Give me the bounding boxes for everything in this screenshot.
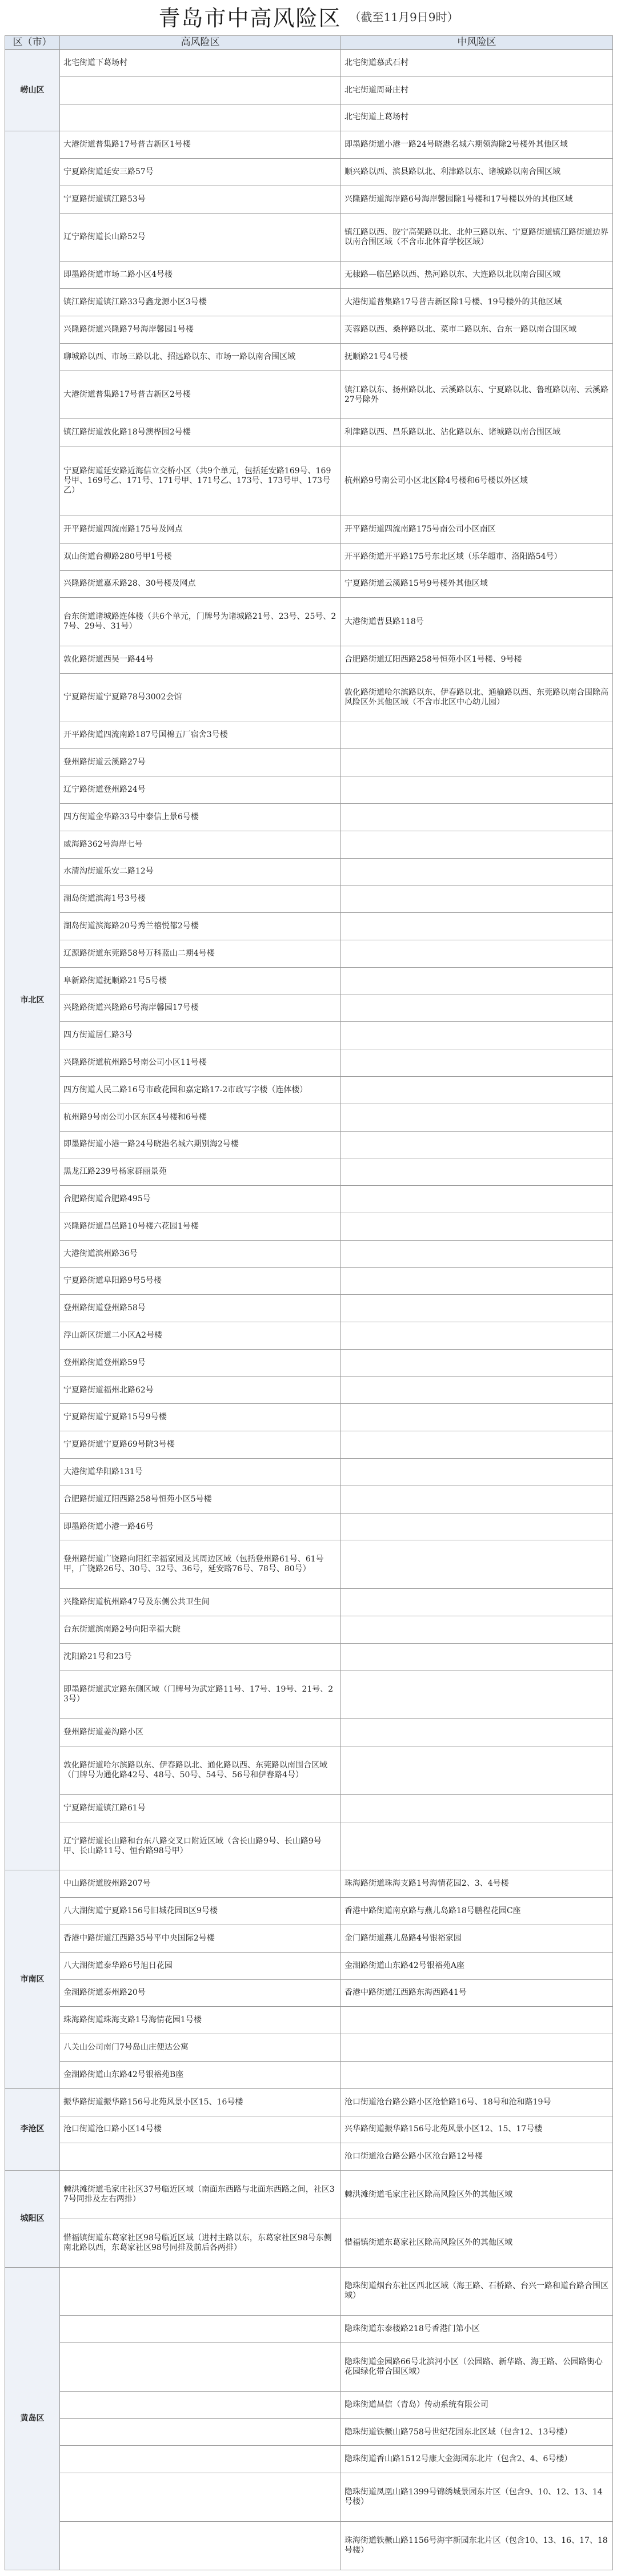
high-risk-area: 香港中路街道江西路35号平中央国际2号楼	[60, 1925, 341, 1952]
mid-risk-area: 隐珠街道铁橛山路758号世纪花园东北区域（包含12、13号楼）	[341, 2418, 613, 2446]
high-risk-area: 辽宁路街道登州路24号	[60, 776, 341, 804]
high-risk-area: 合肥路街道合肥路495号	[60, 1186, 341, 1213]
mid-risk-area: 无棣路—临邑路以西、热河路以东、大连路以北以南合围区域	[341, 261, 613, 289]
table-body	[5, 50, 613, 2570]
mid-risk-area: 兴华路街道振华路156号北苑风景小区12、15、17号楼	[341, 2116, 613, 2143]
high-risk-area: 金湖路街道山东路42号银裕苑B座	[60, 2061, 341, 2088]
high-risk-area: 宁夏路街道宁夏路15号9号楼	[60, 1404, 341, 1431]
table-row	[5, 1822, 613, 1870]
high-risk-area	[60, 2343, 341, 2392]
table-row	[5, 50, 613, 77]
mid-risk-area: 开平路街道开平路175号东北区域（乐华超市、洛阳路54号）	[341, 543, 613, 570]
mid-risk-area: 北宅街道上葛场村	[341, 104, 613, 131]
table-row	[5, 1513, 613, 1540]
table-row	[5, 1979, 613, 2007]
table-row	[5, 570, 613, 598]
table-row	[5, 419, 613, 446]
high-risk-area: 兴隆路街道杭州路47号及东侧公共卫生间	[60, 1589, 341, 1616]
mid-risk-area	[341, 1746, 613, 1795]
table-row	[5, 2343, 613, 2392]
high-risk-area: 沈阳路21号和23号	[60, 1643, 341, 1671]
table-row	[5, 722, 613, 749]
high-risk-area: 兴隆路街道嘉禾路28、30号楼及网点	[60, 570, 341, 598]
mid-risk-area: 顺兴路以西、滨县路以北、利津路以东、诸城路以南合围区域	[341, 159, 613, 186]
mid-risk-area	[341, 1486, 613, 1513]
table-row	[5, 1719, 613, 1746]
district-name: 崂山区	[5, 50, 60, 131]
table-row	[5, 2473, 613, 2522]
high-risk-area: 八大湖街道宁夏路156号旧城花园B区9号楼	[60, 1898, 341, 1925]
table-row	[5, 213, 613, 261]
table-row	[5, 1431, 613, 1459]
table-row	[5, 1898, 613, 1925]
high-risk-area: 大港街道普集路17号普吉新区1号楼	[60, 131, 341, 159]
mid-risk-area	[341, 1459, 613, 1486]
table-row	[5, 1104, 613, 1131]
table-row	[5, 343, 613, 371]
high-risk-area: 杭州路9号南公司小区东区4号楼和6号楼	[60, 1104, 341, 1131]
mid-risk-area	[341, 1513, 613, 1540]
table-row	[5, 2522, 613, 2570]
table-row	[5, 1158, 613, 1186]
mid-risk-area: 沧口街道沧台路公路小区沧台路12号楼	[341, 2143, 613, 2171]
mid-risk-area: 镇江路以东、扬州路以北、云溪路以东、宁夏路以北、鲁班路以南、云溪路27号除外	[341, 371, 613, 419]
table-row	[5, 159, 613, 186]
high-risk-area: 金湖路街道泰州路20号	[60, 1979, 341, 2007]
table-header-row	[5, 36, 613, 50]
mid-risk-area: 隐珠街道金园路66号北滨河小区（公园路、新华路、海王路、公园路街心花园绿化带合围区域）	[341, 2343, 613, 2392]
mid-risk-area	[341, 749, 613, 776]
table-row	[5, 1925, 613, 1952]
mid-risk-area	[341, 776, 613, 804]
high-risk-area	[60, 77, 341, 104]
mid-risk-area: 芙蓉路以西、桑梓路以北、菜市二路以东、台东一路以南合围区域	[341, 316, 613, 344]
table-row	[5, 1746, 613, 1795]
high-risk-area: 辽源路街道东莞路58号万科蓝山二期4号楼	[60, 940, 341, 967]
mid-risk-area	[341, 1186, 613, 1213]
table-row	[5, 673, 613, 722]
header-district: 区（市）	[5, 36, 60, 50]
high-risk-area: 登州路街道广饶路向阳红幸福家园及其周边区域（包括登州路61号、61号甲，广饶路26号、30号、32号、36号，延安路76号、78号、80号）	[60, 1540, 341, 1589]
table-row	[5, 1240, 613, 1267]
table-row	[5, 1671, 613, 1719]
high-risk-area: 镇江路街道镇江路33号鑫龙源小区3号楼	[60, 289, 341, 316]
high-risk-area: 宁夏路街道延安路近海信立交桥小区（共9个单元，包括延安路169号、169号甲、169号乙、171号、171号甲、171号乙、173号、173号甲、173号乙）	[60, 446, 341, 516]
table-row	[5, 516, 613, 543]
high-risk-area: 开平路街道四流南路175号及网点	[60, 516, 341, 543]
cutoff-note: （截至11月9日9时）	[349, 10, 459, 24]
table-row	[5, 1131, 613, 1158]
mid-risk-area	[341, 2007, 613, 2034]
mid-risk-area	[341, 803, 613, 831]
high-risk-area: 八关山公司南门7号岛山庄便达公寓	[60, 2034, 341, 2062]
mid-risk-area	[341, 995, 613, 1022]
mid-risk-area	[341, 1349, 613, 1376]
high-risk-area	[60, 2418, 341, 2446]
high-risk-area: 宁夏路街道阜阳路9号5号楼	[60, 1267, 341, 1295]
mid-risk-area	[341, 1213, 613, 1240]
mid-risk-area	[341, 1076, 613, 1104]
high-risk-area: 登州路街道登州路59号	[60, 1349, 341, 1376]
high-risk-area: 台东街道诸城路连体楼（共6个单元，门牌号为诸城路21号、23号、25号、27号、29号、31号）	[60, 598, 341, 646]
mid-risk-area: 开平路街道四流南路175号南公司小区南区	[341, 516, 613, 543]
table-row	[5, 2116, 613, 2143]
high-risk-area: 登州路街道登州路58号	[60, 1295, 341, 1322]
mid-risk-area	[341, 1643, 613, 1671]
table-row	[5, 261, 613, 289]
high-risk-area: 敦化路街道西吴一路44号	[60, 646, 341, 674]
high-risk-area: 大港街道华阳路131号	[60, 1459, 341, 1486]
table-row	[5, 289, 613, 316]
table-row	[5, 598, 613, 646]
high-risk-area	[60, 2143, 341, 2171]
high-risk-area: 四方街道人民二路16号市政花园和嘉定路17-2市政写字楼（连体楼）	[60, 1076, 341, 1104]
high-risk-area: 兴隆路街道兴隆路7号海岸馨园1号楼	[60, 316, 341, 344]
table-row	[5, 371, 613, 419]
mid-risk-area: 隐珠街道烟台东社区西北区域（海王路、石桥路、台兴一路和道台路合围区域）	[341, 2267, 613, 2316]
table-row	[5, 1049, 613, 1077]
table-row	[5, 1794, 613, 1822]
mid-risk-area: 兴隆路街道海岸路6号海岸馨园除1号楼和17号楼以外的其他区域	[341, 186, 613, 213]
mid-risk-area: 合肥路街道辽阳西路258号恒苑小区1号楼、9号楼	[341, 646, 613, 674]
mid-risk-area: 金门路街道燕儿岛路4号银裕家园	[341, 1925, 613, 1952]
risk-area-table	[5, 35, 613, 2570]
high-risk-area: 宁夏路街道镇江路61号	[60, 1794, 341, 1822]
high-risk-area: 大港街道滨州路36号	[60, 1240, 341, 1267]
high-risk-area: 宁夏路街道福州北路62号	[60, 1376, 341, 1404]
table-row	[5, 2007, 613, 2034]
high-risk-area: 聊城路以西、市场三路以北、招远路以东、市场一路以南合围区域	[60, 343, 341, 371]
high-risk-area	[60, 2316, 341, 2343]
table-row	[5, 1213, 613, 1240]
table-row	[5, 803, 613, 831]
table-row	[5, 2034, 613, 2062]
high-risk-area: 即墨路街道小港一路46号	[60, 1513, 341, 1540]
mid-risk-area	[341, 1671, 613, 1719]
district-name: 市南区	[5, 1870, 60, 2088]
table-row	[5, 2316, 613, 2343]
table-row	[5, 77, 613, 104]
mid-risk-area	[341, 1295, 613, 1322]
table-row	[5, 1076, 613, 1104]
high-risk-area: 台东街道滨南路2号向阳幸福大院	[60, 1616, 341, 1644]
table-row	[5, 967, 613, 995]
high-risk-area: 兴隆路街道杭州路5号南公司小区11号楼	[60, 1049, 341, 1077]
table-row	[5, 1322, 613, 1350]
high-risk-area: 八大湖街道泰华路6号旭日花园	[60, 1952, 341, 1979]
mid-risk-area: 隐珠街道凤凰山路1399号锦绣城景园东片区（包含9、10、12、13、14号楼）	[341, 2473, 613, 2522]
high-risk-area: 宁夏路街道镇江路53号	[60, 186, 341, 213]
high-risk-area: 珠海路街道珠海支路1号海情花园1号楼	[60, 2007, 341, 2034]
table-row	[5, 1295, 613, 1322]
table-row	[5, 1870, 613, 1898]
mid-risk-area	[341, 1540, 613, 1589]
high-risk-area: 开平路街道四流南路187号国棉五厂宿舍3号楼	[60, 722, 341, 749]
high-risk-area: 水清沟街道乐安二路12号	[60, 858, 341, 886]
district-name: 市北区	[5, 131, 60, 1870]
mid-risk-area	[341, 1376, 613, 1404]
table-row	[5, 831, 613, 858]
mid-risk-area	[341, 886, 613, 913]
high-risk-area: 敦化路街道哈尔滨路以东、伊春路以北、通化路以西、东莞路以南围合区域（门牌号为通化路42号、48号、50号、54号、56号和伊春路4号）	[60, 1746, 341, 1795]
high-risk-area: 北宅街道下葛场村	[60, 50, 341, 77]
mid-risk-area	[341, 1104, 613, 1131]
high-risk-area	[60, 2267, 341, 2316]
mid-risk-area	[341, 1131, 613, 1158]
table-row	[5, 2391, 613, 2418]
district-name: 城阳区	[5, 2171, 60, 2267]
table-row	[5, 1267, 613, 1295]
high-risk-area: 中山路街道胶州路207号	[60, 1870, 341, 1898]
high-risk-area	[60, 104, 341, 131]
mid-risk-area	[341, 1267, 613, 1295]
table-row	[5, 1022, 613, 1049]
table-row	[5, 749, 613, 776]
mid-risk-area	[341, 940, 613, 967]
table-row	[5, 2143, 613, 2171]
table-row	[5, 1643, 613, 1671]
mid-risk-area	[341, 1794, 613, 1822]
table-row	[5, 646, 613, 674]
table-row	[5, 1404, 613, 1431]
district-name: 黄岛区	[5, 2267, 60, 2570]
table-row	[5, 1186, 613, 1213]
high-risk-area: 兴隆路街道昌邑路10号楼六花园1号楼	[60, 1213, 341, 1240]
table-row	[5, 131, 613, 159]
mid-risk-area: 宁夏路街道云溪路15号9号楼外其他区域	[341, 570, 613, 598]
high-risk-area: 即墨路街道市场二路小区4号楼	[60, 261, 341, 289]
high-risk-area: 四方街道居仁路3号	[60, 1022, 341, 1049]
mid-risk-area: 大港街道普集路17号普吉新区除1号楼、19号楼外的其他区域	[341, 289, 613, 316]
mid-risk-area	[341, 1158, 613, 1186]
table-row	[5, 2418, 613, 2446]
table-row	[5, 1616, 613, 1644]
mid-risk-area	[341, 2034, 613, 2062]
high-risk-area: 棘洪滩街道毛家庄社区37号临近区域（南面东西路与北面东西路之间，社区37号同排及左右两排）	[60, 2171, 341, 2219]
table-row	[5, 913, 613, 940]
mid-risk-area: 珠海街道铁橛山路1156号海宇新园东北片区（包含10、13、16、17、18号楼）	[341, 2522, 613, 2570]
mid-risk-area	[341, 2061, 613, 2088]
header-high-risk: 高风险区	[60, 36, 341, 50]
high-risk-area: 辽宁路街道长山路和台东八路交叉口附近区域（含长山路9号、长山路9号甲、长山路11号、恒台路98号甲）	[60, 1822, 341, 1870]
mid-risk-area	[341, 1822, 613, 1870]
mid-risk-area	[341, 1049, 613, 1077]
high-risk-area: 浮山新区街道二小区A2号楼	[60, 1322, 341, 1350]
high-risk-area	[60, 2473, 341, 2522]
mid-risk-area	[341, 1322, 613, 1350]
mid-risk-area	[341, 913, 613, 940]
title-row	[0, 0, 617, 32]
table-row	[5, 886, 613, 913]
table-row	[5, 776, 613, 804]
mid-risk-area: 抚顺路21号4号楼	[341, 343, 613, 371]
high-risk-area: 即墨路街道武定路东侧区域（门牌号为武定路11号、17号、19号、21号、23号）	[60, 1671, 341, 1719]
high-risk-area: 即墨路街道小港一路24号晓港名城六期别海2号楼	[60, 1131, 341, 1158]
high-risk-area: 四方街道金华路33号中泰信上景6号楼	[60, 803, 341, 831]
high-risk-area: 湖岛街道滨海1号3号楼	[60, 886, 341, 913]
mid-risk-area	[341, 1431, 613, 1459]
table-row	[5, 543, 613, 570]
mid-risk-area: 珠海路街道珠海支路1号海情花园2、3、4号楼	[341, 1870, 613, 1898]
table-row	[5, 186, 613, 213]
mid-risk-area: 镇江路以西、胶宁高架路以北、北仲三路以东、宁夏路街道镇江路街道边界以南合围区域（不含市北体育学校区域）	[341, 213, 613, 261]
page-title: 青岛市中高风险区	[158, 5, 342, 31]
mid-risk-area: 北宅街道慕武石村	[341, 50, 613, 77]
mid-risk-area	[341, 1719, 613, 1746]
high-risk-area: 沧口街道沧口路小区14号楼	[60, 2116, 341, 2143]
table-row	[5, 858, 613, 886]
table-row	[5, 940, 613, 967]
mid-risk-area: 杭州路9号南公司小区北区除4号楼和6号楼以外区域	[341, 446, 613, 516]
mid-risk-area: 隐珠街道昌信（青岛）传动系统有限公司	[341, 2391, 613, 2418]
table-row	[5, 1349, 613, 1376]
table-row	[5, 446, 613, 516]
high-risk-area: 威海路362号海岸七号	[60, 831, 341, 858]
mid-risk-area: 即墨路街道小港一路24号晓港名城六期领海除2号楼外其他区域	[341, 131, 613, 159]
table-row	[5, 2088, 613, 2116]
high-risk-area	[60, 2522, 341, 2570]
high-risk-area: 阜新路街道抚顺路21号5号楼	[60, 967, 341, 995]
mid-risk-area: 棘洪滩街道毛家庄社区除高风险区外的其他区域	[341, 2171, 613, 2219]
table-row	[5, 2171, 613, 2219]
table-row	[5, 1589, 613, 1616]
mid-risk-area	[341, 831, 613, 858]
mid-risk-area	[341, 1022, 613, 1049]
table-row	[5, 1376, 613, 1404]
high-risk-area	[60, 2391, 341, 2418]
table-row	[5, 1459, 613, 1486]
high-risk-area: 湖岛街道滨海路20号秀兰禧悦都2号楼	[60, 913, 341, 940]
table-row	[5, 2219, 613, 2267]
high-risk-area: 登州路街道云溪路27号	[60, 749, 341, 776]
table-row	[5, 1540, 613, 1589]
mid-risk-area: 香港中路街道江西路东海西路41号	[341, 1979, 613, 2007]
high-risk-area: 惜福镇街道东葛家社区98号临近区域（进村主路以东，东葛家社区98号东侧南北路以西，东葛家社区98号同排及前后各两排）	[60, 2219, 341, 2267]
mid-risk-area: 大港街道曹县路118号	[341, 598, 613, 646]
mid-risk-area	[341, 1589, 613, 1616]
high-risk-area: 宁夏路街道宁夏路78号3002会馆	[60, 673, 341, 722]
high-risk-area: 兴隆路街道兴隆路6号海岸馨园17号楼	[60, 995, 341, 1022]
high-risk-area: 宁夏路街道宁夏路69号院3号楼	[60, 1431, 341, 1459]
table-row	[5, 104, 613, 131]
mid-risk-area	[341, 1404, 613, 1431]
header-mid-risk: 中风险区	[341, 36, 613, 50]
mid-risk-area: 隐珠街道东泰楼路218号香港门第小区	[341, 2316, 613, 2343]
high-risk-area: 大港街道普集路17号普吉新区2号楼	[60, 371, 341, 419]
mid-risk-area: 沧口街道沧台路公路小区沧恰路16号、18号和沧和路19号	[341, 2088, 613, 2116]
table-row	[5, 995, 613, 1022]
table-row	[5, 2446, 613, 2473]
high-risk-area: 辽宁路街道长山路52号	[60, 213, 341, 261]
high-risk-area: 宁夏路街道延安三路57号	[60, 159, 341, 186]
high-risk-area: 登州路街道姜沟路小区	[60, 1719, 341, 1746]
table-row	[5, 2267, 613, 2316]
mid-risk-area	[341, 967, 613, 995]
mid-risk-area: 利津路以西、昌乐路以北、沾化路以东、诸城路以南合围区域	[341, 419, 613, 446]
mid-risk-area	[341, 1616, 613, 1644]
table-row	[5, 316, 613, 344]
high-risk-area: 镇江路街道敦化路18号澳桦园2号楼	[60, 419, 341, 446]
table-row	[5, 2061, 613, 2088]
mid-risk-area	[341, 722, 613, 749]
mid-risk-area: 香港中路街道南京路与燕儿岛路18号鹏程花园C座	[341, 1898, 613, 1925]
mid-risk-area: 隐珠街道香山路1512号康大金海园东北片（包含2、4、6号楼）	[341, 2446, 613, 2473]
district-name: 李沧区	[5, 2088, 60, 2170]
table-row	[5, 1486, 613, 1513]
mid-risk-area: 惜福镇街道东葛家社区除高风险区外的其他区域	[341, 2219, 613, 2267]
high-risk-area: 合肥路街道辽阳西路258号恒苑小区5号楼	[60, 1486, 341, 1513]
table-row	[5, 1952, 613, 1979]
mid-risk-area: 敦化路街道哈尔滨路以东、伊春路以北、通榆路以西、东莞路以南合围除高风险区外其他区域（不含市北区中心幼儿园）	[341, 673, 613, 722]
mid-risk-area: 金湖路街道山东路42号银裕苑A座	[341, 1952, 613, 1979]
high-risk-area: 黑龙江路239号杨家群丽景苑	[60, 1158, 341, 1186]
mid-risk-area	[341, 1240, 613, 1267]
mid-risk-area: 北宅街道周哥庄村	[341, 77, 613, 104]
high-risk-area: 双山街道台柳路280号甲1号楼	[60, 543, 341, 570]
high-risk-area	[60, 2446, 341, 2473]
mid-risk-area	[341, 858, 613, 886]
high-risk-area: 振华路街道振华路156号北苑风景小区15、16号楼	[60, 2088, 341, 2116]
